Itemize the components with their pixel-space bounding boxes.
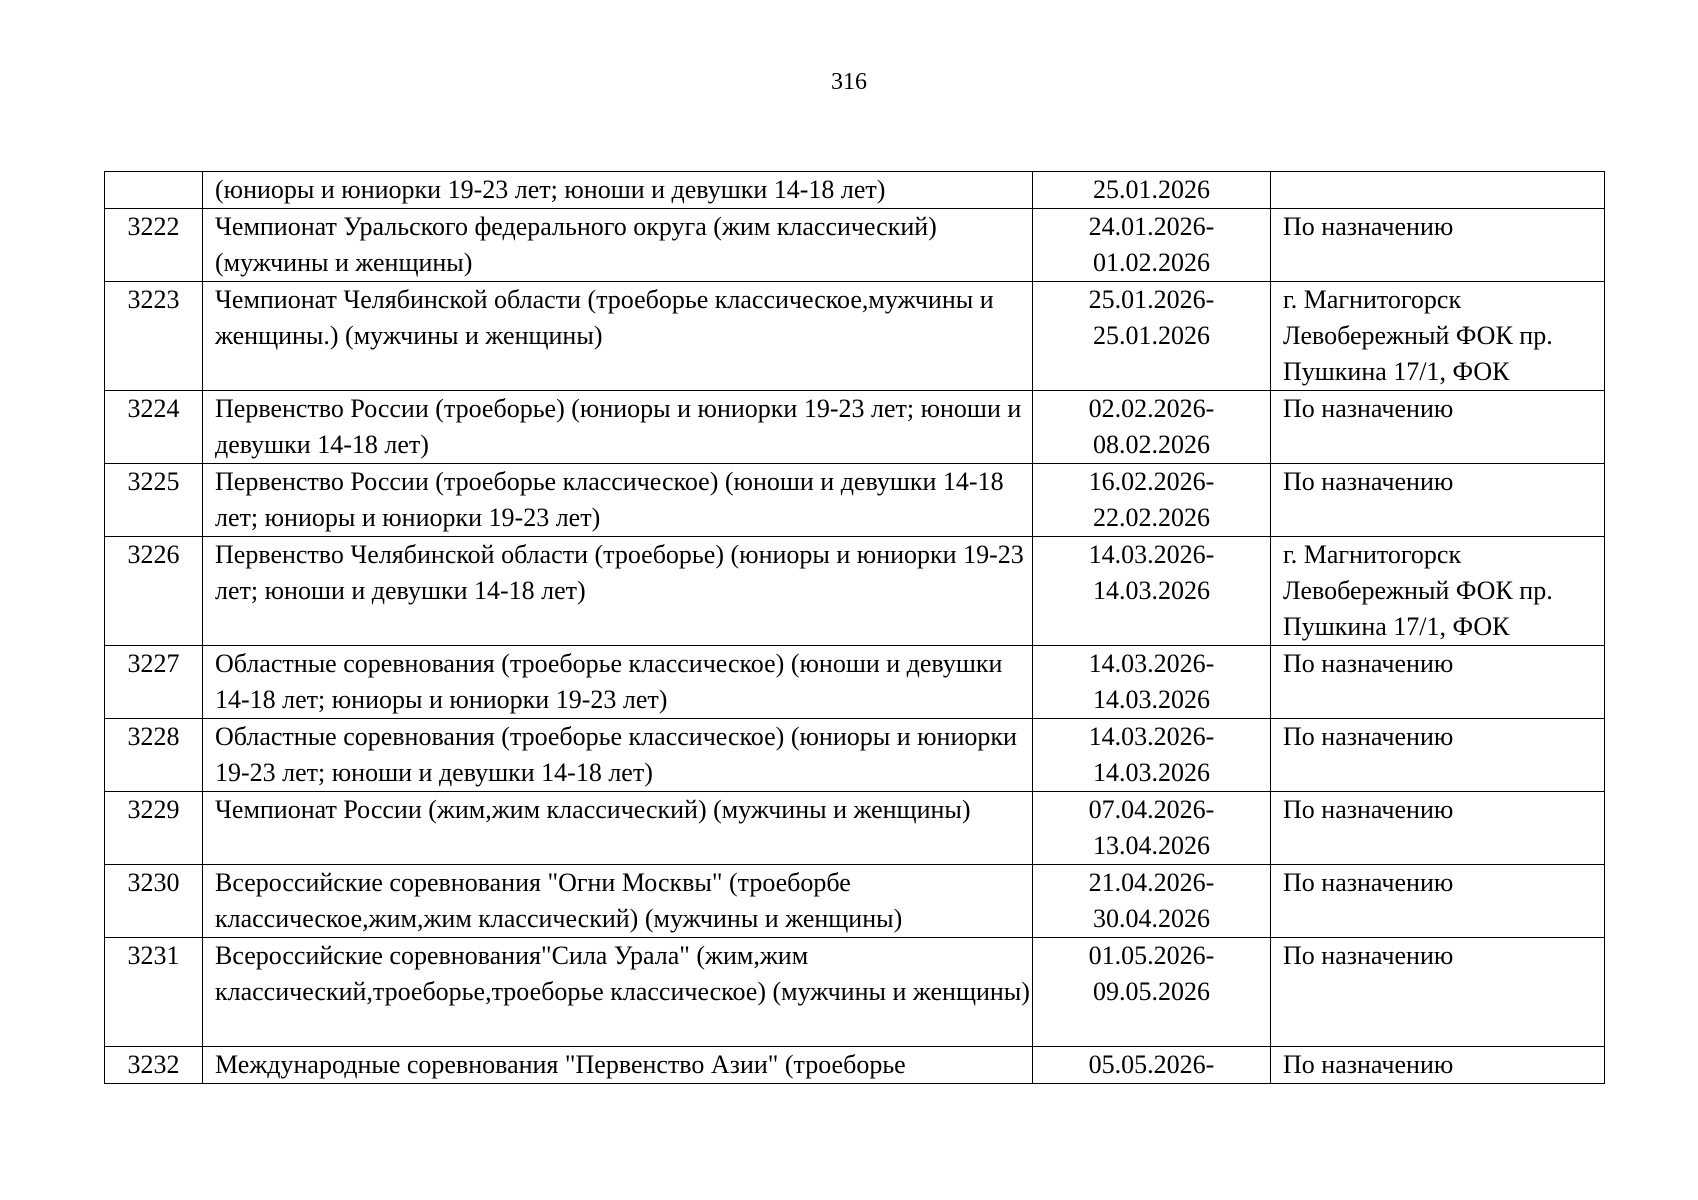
event-name: Областные соревнования (троеборье классическое) (юниоры и юниорки 19-23 лет; юноши и девушки 14-18 лет) xyxy=(203,719,1033,792)
event-place xyxy=(1271,172,1605,209)
event-place: г. Магнитогорск Левобережный ФОК пр. Пушкина 17/1, ФОК xyxy=(1271,537,1605,646)
event-dates: 05.05.2026- xyxy=(1033,1047,1271,1084)
row-number: 3229 xyxy=(105,792,203,865)
event-dates: 14.03.2026- 14.03.2026 xyxy=(1033,537,1271,646)
event-name: Областные соревнования (троеборье классическое) (юноши и девушки 14-18 лет; юниоры и юниорки 19-23 лет) xyxy=(203,646,1033,719)
event-dates: 02.02.2026- 08.02.2026 xyxy=(1033,391,1271,464)
row-number: 3230 xyxy=(105,865,203,938)
table-row xyxy=(105,865,1605,938)
row-number: 3232 xyxy=(105,1047,203,1084)
event-name: Первенство России (троеборье) (юниоры и юниорки 19-23 лет; юноши и девушки 14-18 лет) xyxy=(203,391,1033,464)
row-number: 3223 xyxy=(105,282,203,391)
event-name: (юниоры и юниорки 19-23 лет; юноши и девушки 14-18 лет) xyxy=(203,172,1033,209)
row-number: 3224 xyxy=(105,391,203,464)
event-name: Первенство России (троеборье классическое) (юноши и девушки 14-18 лет; юниоры и юниорки 19-23 лет) xyxy=(203,464,1033,537)
row-number xyxy=(105,172,203,209)
event-dates: 21.04.2026- 30.04.2026 xyxy=(1033,865,1271,938)
event-dates: 01.05.2026- 09.05.2026 xyxy=(1033,938,1271,1047)
table-row xyxy=(105,464,1605,537)
row-number: 3225 xyxy=(105,464,203,537)
event-dates: 14.03.2026- 14.03.2026 xyxy=(1033,719,1271,792)
table-row xyxy=(105,282,1605,391)
event-place: По назначению xyxy=(1271,464,1605,537)
event-place: По назначению xyxy=(1271,646,1605,719)
row-number: 3226 xyxy=(105,537,203,646)
row-number: 3222 xyxy=(105,209,203,282)
event-dates: 14.03.2026- 14.03.2026 xyxy=(1033,646,1271,719)
table-row xyxy=(105,391,1605,464)
row-number: 3227 xyxy=(105,646,203,719)
event-place: По назначению xyxy=(1271,938,1605,1047)
event-dates: 07.04.2026- 13.04.2026 xyxy=(1033,792,1271,865)
row-number: 3228 xyxy=(105,719,203,792)
table-row xyxy=(105,792,1605,865)
event-name: Чемпионат Уральского федерального округа (жим классический) (мужчины и женщины) xyxy=(203,209,1033,282)
page-number: 316 xyxy=(831,69,867,95)
event-name: Всероссийские соревнования "Огни Москвы" (троеборбе классическое,жим,жим классический) (мужчины и женщины) xyxy=(203,865,1033,938)
event-name: Всероссийские соревнования"Сила Урала" (жим,жим классический,троеборье,троеборье классическое) (мужчины и женщины) xyxy=(203,938,1033,1047)
event-place: По назначению xyxy=(1271,719,1605,792)
event-dates: 25.01.2026 xyxy=(1033,172,1271,209)
table-row xyxy=(105,938,1605,1047)
event-dates: 25.01.2026- 25.01.2026 xyxy=(1033,282,1271,391)
event-name: Международные соревнования "Первенство Азии" (троеборье xyxy=(203,1047,1033,1084)
event-place: По назначению xyxy=(1271,865,1605,938)
table-row xyxy=(105,1047,1605,1084)
event-dates: 16.02.2026- 22.02.2026 xyxy=(1033,464,1271,537)
event-place: По назначению xyxy=(1271,209,1605,282)
table-row xyxy=(105,172,1605,209)
event-place: По назначению xyxy=(1271,1047,1605,1084)
event-name: Первенство Челябинской области (троеборье) (юниоры и юниорки 19-23 лет; юноши и девушки 14-18 лет) xyxy=(203,537,1033,646)
event-place: По назначению xyxy=(1271,792,1605,865)
event-name: Чемпионат Челябинской области (троеборье классическое,мужчины и женщины.) (мужчины и женщины) xyxy=(203,282,1033,391)
row-number: 3231 xyxy=(105,938,203,1047)
event-dates: 24.01.2026- 01.02.2026 xyxy=(1033,209,1271,282)
event-name: Чемпионат России (жим,жим классический) (мужчины и женщины) xyxy=(203,792,1033,865)
event-place: г. Магнитогорск Левобережный ФОК пр. Пушкина 17/1, ФОК xyxy=(1271,282,1605,391)
table-row xyxy=(105,646,1605,719)
event-place: По назначению xyxy=(1271,391,1605,464)
table-row xyxy=(105,537,1605,646)
table-row xyxy=(105,209,1605,282)
table-row xyxy=(105,719,1605,792)
events-table xyxy=(104,171,1605,1084)
